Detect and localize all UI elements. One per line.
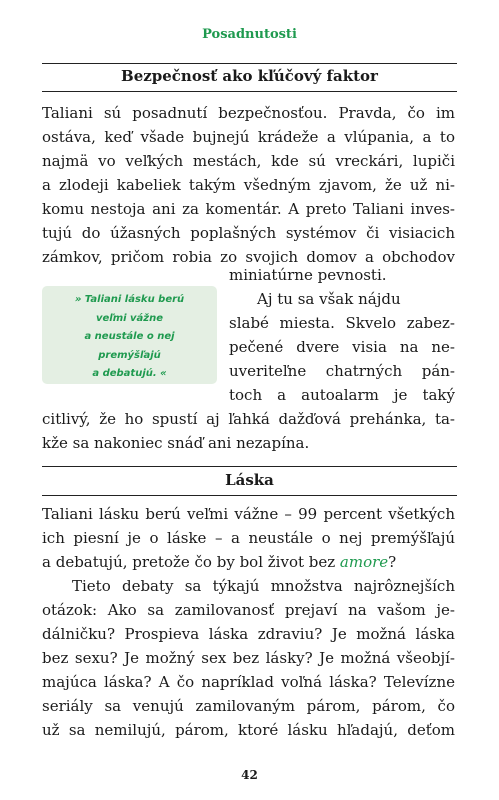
italic-word-amore: amore: [339, 553, 389, 571]
text-line: kže sa nakoniec snáď ani nezapína.: [42, 434, 310, 452]
pull-quote-line: » Taliani lásku berú: [74, 294, 185, 305]
text-line: bez sexu? Je možný sex bez lásky? Je možná všeobjí-: [42, 649, 455, 667]
text-line: seriály sa venujú zamilovaným párom, párom, čo: [42, 697, 455, 715]
text-line: a zlodeji kabeliek takým všedným zjavom, že už ni-: [42, 176, 455, 194]
text-line: Taliani lásku berú veľmi vážne – 99 percent všetkých: [42, 505, 455, 523]
text-line: ich piesní je o láske – a neustále o nej premýšľajú: [42, 529, 455, 547]
text-line: toch a autoalarm je taký: [229, 386, 455, 404]
pull-quote-line: a neustále o nej: [84, 331, 175, 342]
section-title-security: Bezpečnosť ako kľúčový faktor: [121, 67, 378, 85]
text-line: už sa nemilujú, párom, ktoré lásku hľadajú, deťom: [42, 721, 455, 739]
text-line: dálničku? Prospieva láska zdraviu? Je možná láska: [42, 625, 455, 643]
text-line: tujú do úžasných poplašných systémov či visiacich: [42, 224, 455, 242]
text-line: ostáva, keď všade bujnejú krádeže a vlúpania, a to: [42, 128, 455, 146]
text-run: ?: [388, 553, 397, 571]
text-line: otázok: Ako sa zamilovanosť prejaví na vašom je-: [42, 601, 455, 619]
section-rule-top: [42, 466, 457, 467]
section-rule-bottom: [42, 91, 457, 92]
text-line: slabé miesta. Skvelo zabez-: [229, 314, 455, 332]
section-rule-bottom: [42, 495, 457, 496]
text-line: Tieto debaty sa týkajú množstva najrôznejších: [72, 577, 455, 595]
text-line: [42, 551, 396, 573]
text-line: Aj tu sa však nájdu: [257, 290, 401, 308]
pull-quote-line: a debatujú. «: [92, 368, 167, 379]
text-run: a debatujú, pretože čo by bol život bez: [42, 553, 340, 571]
pull-quote-box: [42, 286, 217, 384]
pull-quote-line: premýšľajú: [98, 349, 161, 361]
text-line: citlivý, že ho spustí aj ľahká dažďová prehánka, ta-: [42, 410, 455, 428]
text-line: pečené dvere visia na ne-: [229, 338, 455, 356]
pull-quote-line: veľmi vážne: [95, 312, 164, 324]
text-line: najmä vo veľkých mestách, kde sú vreckári, lupiči: [42, 152, 455, 170]
text-line: Taliani sú posadnutí bezpečnosťou. Pravda, čo im: [42, 104, 455, 122]
text-line: majúca láska? A čo napríklad voľná láska? Televízne: [42, 673, 455, 691]
section-rule-top: [42, 63, 457, 64]
text-line: uveriteľne chatrných pán-: [229, 362, 455, 380]
text-line: zámkov, pričom robia zo svojich domov a obchodov: [42, 248, 455, 266]
section-title-love: Láska: [225, 471, 274, 489]
text-line: komu nestoja ani za komentár. A preto Taliani inves-: [42, 200, 455, 218]
page-number: 42: [241, 768, 258, 782]
running-head: Posadnutosti: [202, 27, 297, 42]
text-line: miniatúrne pevnosti.: [229, 266, 387, 284]
